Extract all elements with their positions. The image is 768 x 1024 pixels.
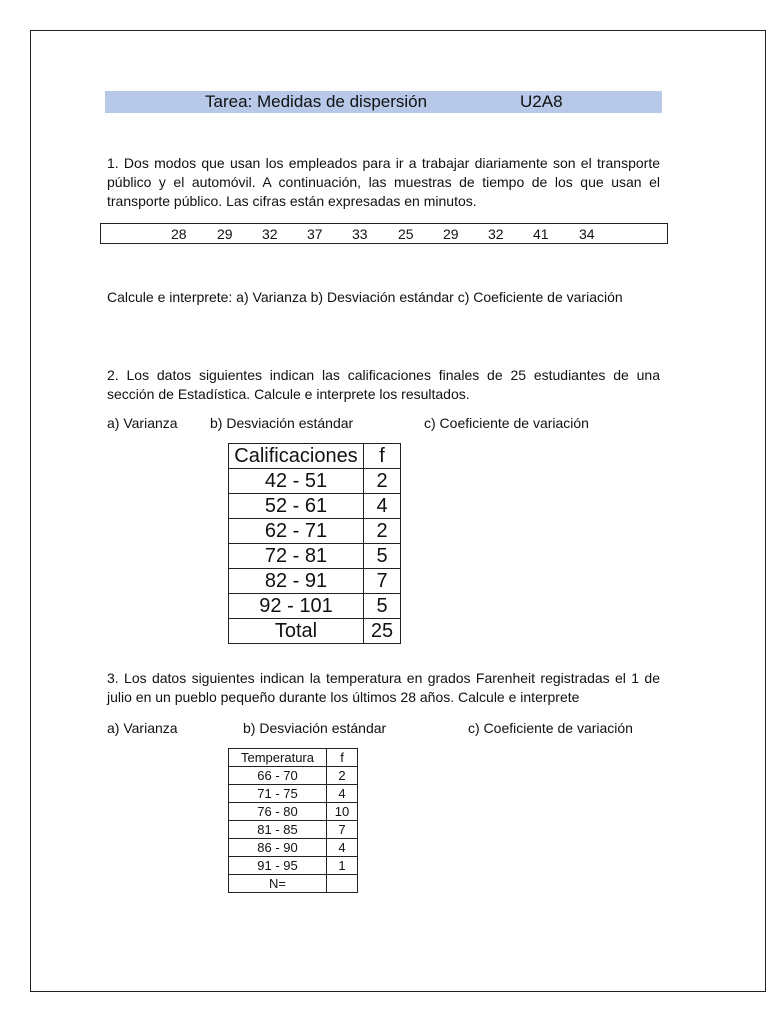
table-cell: 5 [364, 544, 401, 569]
table-cell [327, 875, 358, 893]
table-cell: 72 - 81 [229, 544, 364, 569]
q1-value: 32 [262, 226, 278, 242]
q1-value: 34 [579, 226, 595, 242]
q3-option-a: a) Varianza [107, 720, 178, 736]
table-header-row [229, 749, 358, 767]
grades-frequency-table [228, 443, 401, 644]
table-cell: 86 - 90 [229, 839, 327, 857]
question-3-text: 3. Los datos siguientes indican la temperatura en grados Farenheit registradas el 1 de julio en un pueblo pequeño durante los últimos 28 años. Calcule e interprete [107, 670, 660, 705]
table-cell: 4 [327, 785, 358, 803]
table-cell: 2 [327, 767, 358, 785]
table-row [229, 519, 401, 544]
column-header: Calificaciones [229, 444, 364, 469]
table-cell: 4 [364, 494, 401, 519]
q1-value: 25 [398, 226, 414, 242]
table-cell: Total [229, 619, 364, 644]
table-cell: 71 - 75 [229, 785, 327, 803]
table-cell: 52 - 61 [229, 494, 364, 519]
table-cell: 5 [364, 594, 401, 619]
table-cell: 7 [364, 569, 401, 594]
table-cell: 10 [327, 803, 358, 821]
table-cell: 66 - 70 [229, 767, 327, 785]
question-2-text: 2. Los datos siguientes indican las calificaciones finales de 25 estudiantes de una sección de Estadística. Calcule e interprete los resultados. [107, 367, 660, 402]
column-header: Temperatura [229, 749, 327, 767]
table-row [229, 857, 358, 875]
q2-option-c: c) Coeficiente de variación [424, 415, 589, 431]
q1-values-box [100, 223, 668, 244]
table-row [229, 821, 358, 839]
q1-value: 33 [352, 226, 368, 242]
q1-value: 28 [171, 226, 187, 242]
table-cell: 91 - 95 [229, 857, 327, 875]
column-header: f [327, 749, 358, 767]
q3-option-c: c) Coeficiente de variación [468, 720, 633, 736]
table-cell: 82 - 91 [229, 569, 364, 594]
table-cell: 25 [364, 619, 401, 644]
question-1-text: 1. Dos modos que usan los empleados para ir a trabajar diariamente son el transporte público y el automóvil. A continuación, las muestras de tiempo de los que usan el transporte público. Las cifras están expresadas en minutos. [107, 155, 660, 209]
table-cell: 7 [327, 821, 358, 839]
table-cell: 62 - 71 [229, 519, 364, 544]
table-row [229, 785, 358, 803]
table-row [229, 544, 401, 569]
table-total-row [229, 619, 401, 644]
table-cell: 42 - 51 [229, 469, 364, 494]
table-row [229, 594, 401, 619]
q1-value: 41 [533, 226, 549, 242]
q3-option-b: b) Desviación estándar [243, 720, 387, 736]
table-cell: N= [229, 875, 327, 893]
table-row [229, 767, 358, 785]
q1-value: 37 [307, 226, 323, 242]
page-title: Tarea: Medidas de dispersión [205, 92, 428, 111]
table-row [229, 839, 358, 857]
table-cell: 2 [364, 469, 401, 494]
q1-value: 29 [443, 226, 459, 242]
table-row [229, 803, 358, 821]
q2-option-a: a) Varianza [107, 415, 178, 431]
column-header: f [364, 444, 401, 469]
table-cell: 4 [327, 839, 358, 857]
table-cell: 2 [364, 519, 401, 544]
table-cell: 92 - 101 [229, 594, 364, 619]
table-row [229, 469, 401, 494]
title-bar [105, 91, 662, 113]
temperature-frequency-table [228, 748, 358, 893]
table-cell: 1 [327, 857, 358, 875]
table-row [229, 494, 401, 519]
table-header-row [229, 444, 401, 469]
table-cell: 81 - 85 [229, 821, 327, 839]
table-total-row [229, 875, 358, 893]
question-1-instruction: Calcule e interprete: a) Varianza b) Desviación estándar c) Coeficiente de variación [107, 289, 623, 305]
q2-option-b: b) Desviación estándar [210, 415, 354, 431]
unit-code: U2A8 [520, 92, 563, 111]
q1-value: 32 [488, 226, 504, 242]
table-cell: 76 - 80 [229, 803, 327, 821]
q1-value: 29 [217, 226, 233, 242]
table-row [229, 569, 401, 594]
